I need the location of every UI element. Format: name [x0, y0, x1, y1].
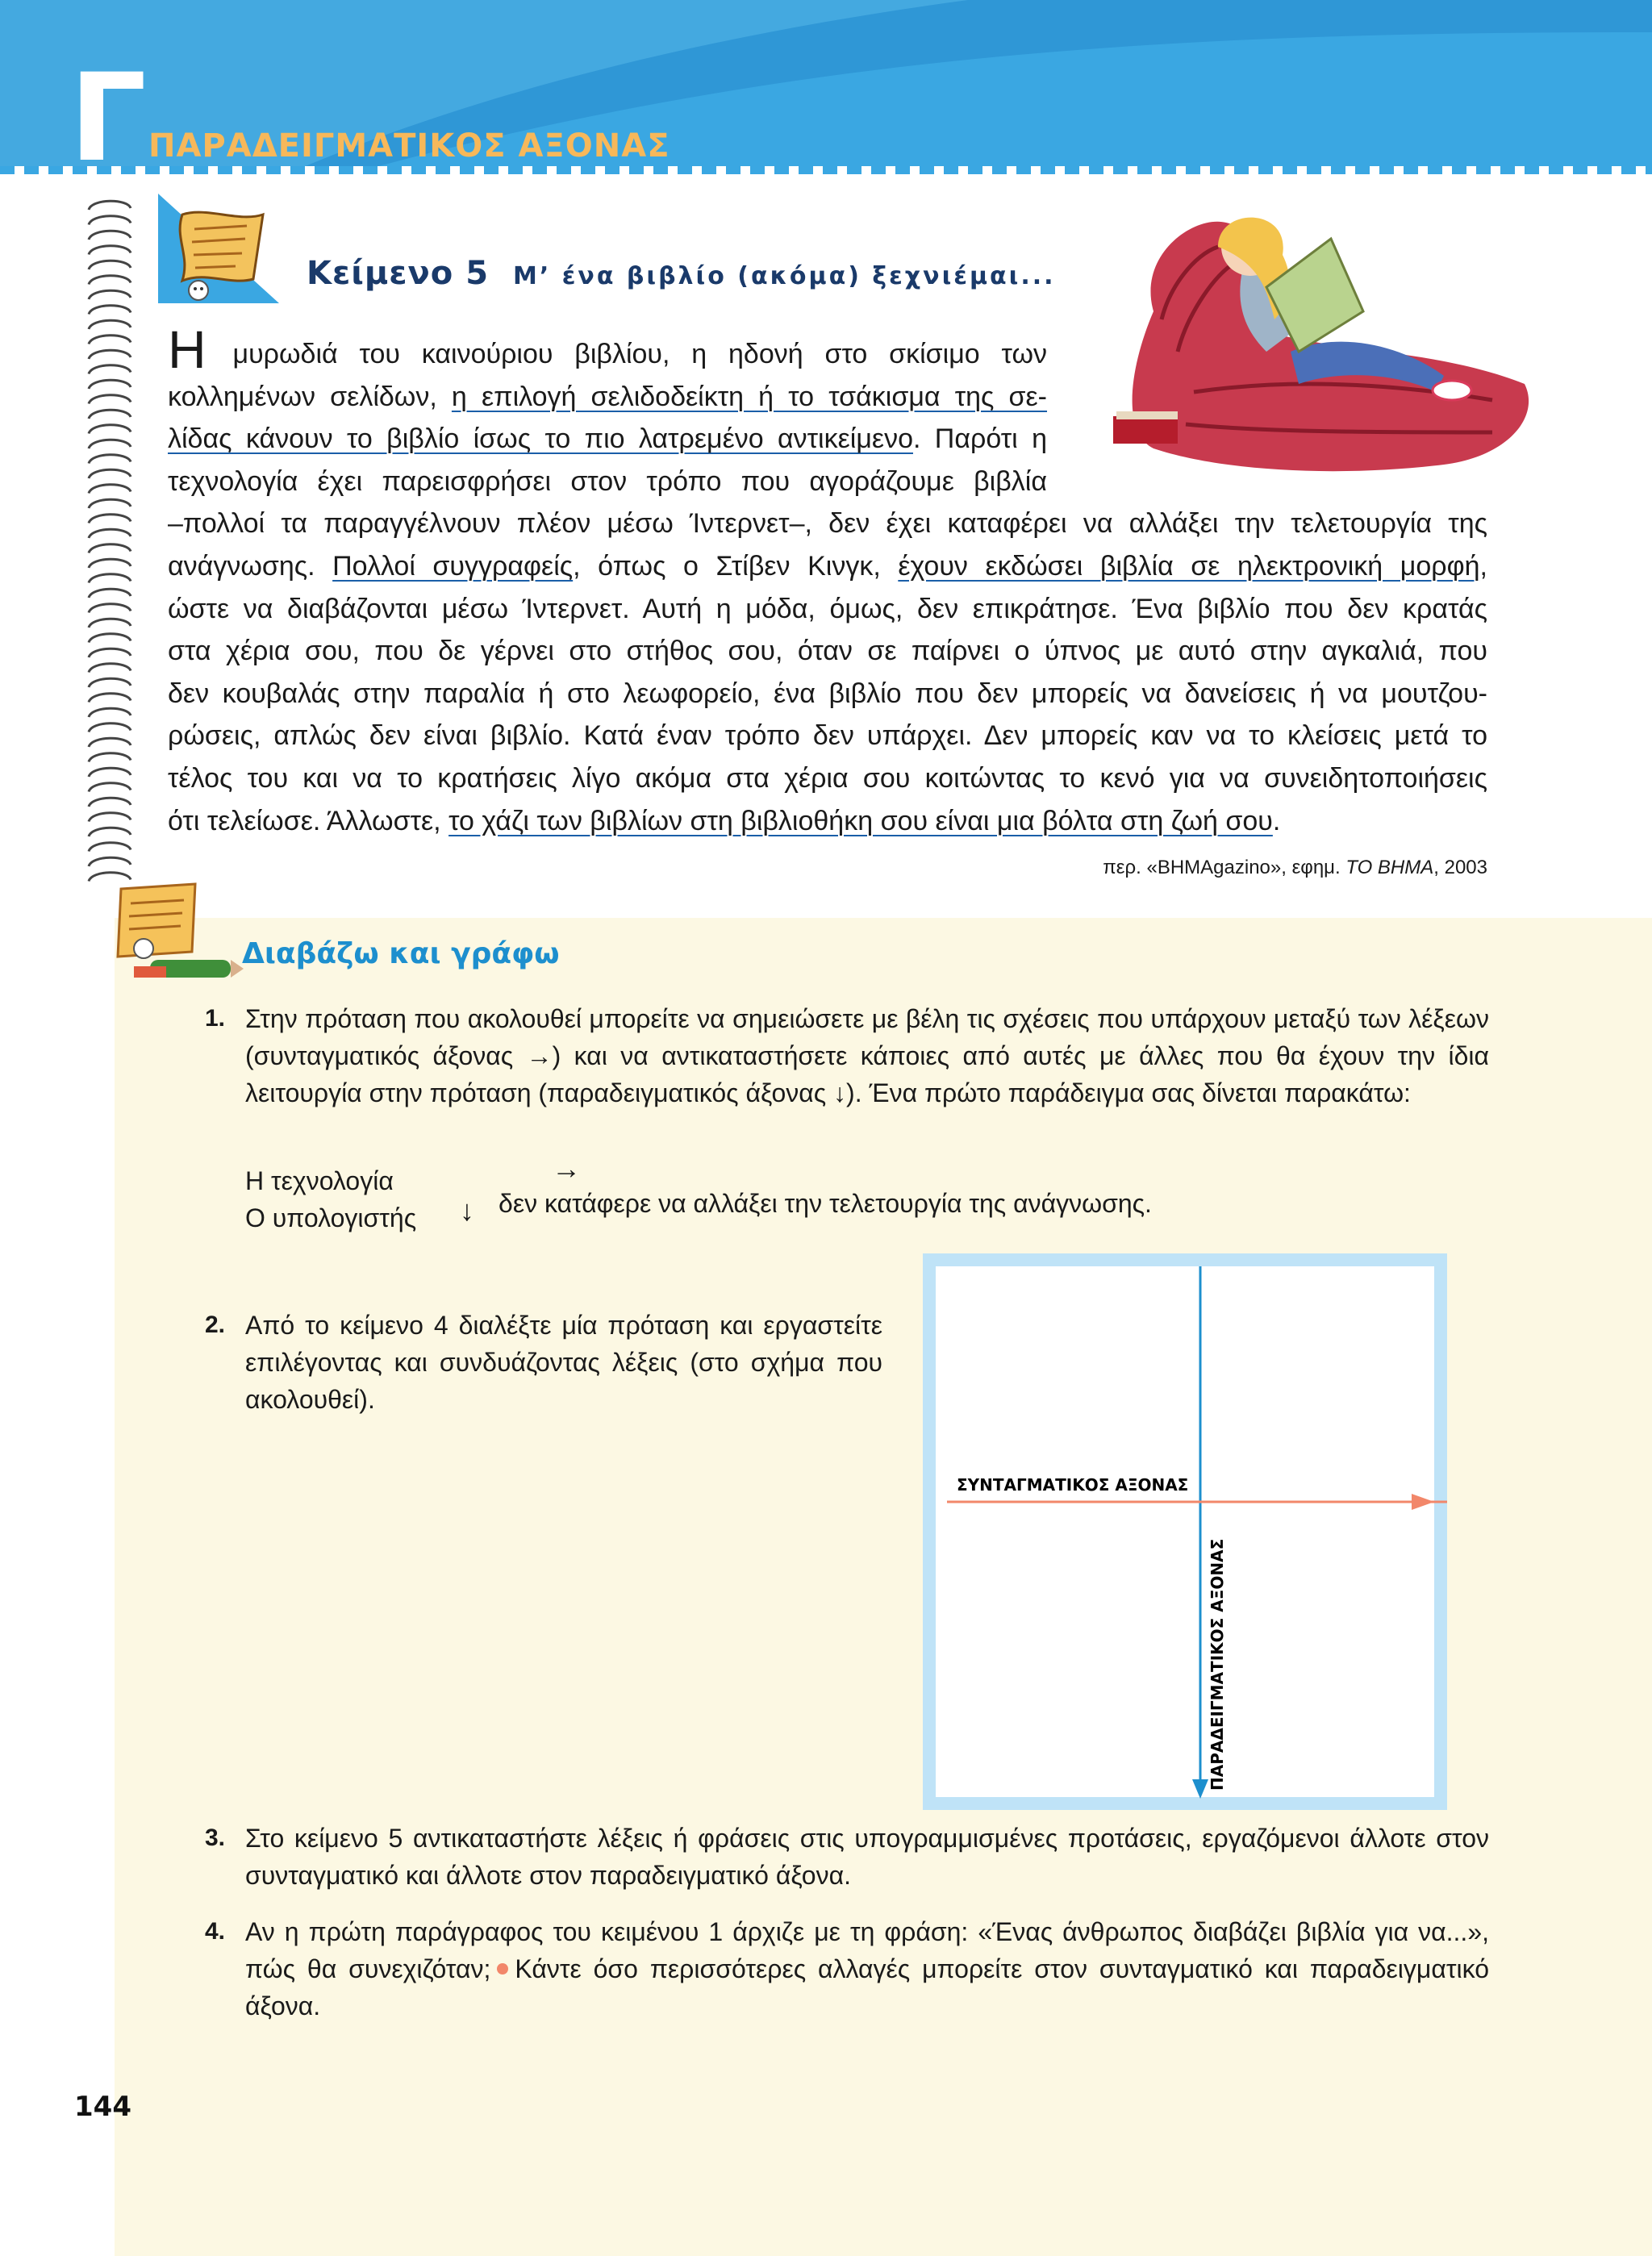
- text-line: [168, 715, 1487, 757]
- exercise-4-text-b: Κάντε όσο περισσότερες αλλαγές μπορείτε στον συνταγματικό και παραδειγματικό άξονα.: [245, 1954, 1490, 2020]
- exercises-title: Διαβάζω και γράφω: [242, 937, 560, 970]
- spiral-ring: [89, 738, 131, 747]
- spiral-ring: [89, 843, 131, 852]
- spiral-ring: [89, 336, 131, 344]
- axes-diagram: [923, 1253, 1447, 1810]
- exercise-2: [205, 1307, 882, 1428]
- section-title: ΠΑΡΑΔΕΙΓΜΑΤΙΚΟΣ ΑΞΟΝΑΣ: [148, 127, 670, 165]
- underlined-phrase: λίδας κάνουν το βιβλίο ίσως το πιο λατρεμένο αντικείμενο: [168, 423, 913, 455]
- spiral-ring: [89, 828, 131, 836]
- exercise-3: [205, 1820, 1489, 1900]
- spiral-ring: [89, 290, 131, 299]
- text-segment: ώστε να διαβάζονται μέσω Ίντερνετ. Αυτή η μόδα, όμως, δεν επικράτησε. Ένα βιβλίο που δεν κρατάς: [168, 593, 1487, 624]
- spiral-ring: [89, 515, 131, 523]
- spiral-ring: [89, 440, 131, 448]
- text-line: [168, 630, 1487, 673]
- text-segment: ανάγνωσης.: [168, 550, 333, 582]
- right-arrow-icon: →: [552, 1152, 581, 1185]
- spiral-ring: [89, 410, 131, 419]
- spiral-ring: [89, 768, 131, 777]
- spiral-ring: [89, 469, 131, 478]
- spiral-ring: [89, 455, 131, 464]
- exercise-number: 4.: [205, 1918, 226, 1945]
- source-citation: περ. «ΒΗΜΑgazino», εφημ. ΤΟ ΒΗΜΑ, 2003: [1103, 857, 1487, 878]
- spiral-ring: [89, 753, 131, 762]
- spiral-ring: [89, 589, 131, 598]
- example-rest: δεν κατάφερε να αλλάξει την τελετουργία της ανάγνωσης.: [499, 1189, 1152, 1218]
- spiral-ring: [89, 678, 131, 687]
- exercise-3-text: Στο κείμενο 5 αντικαταστήστε λέξεις ή φράσεις στις υπογραμμισμένες προτάσεις, εργαζόμενοι άλλοτε στον συνταγματικό και άλλοτε στον παραδειγματικό άξονα.: [245, 1824, 1489, 1890]
- exercise-number: 1.: [205, 1005, 226, 1032]
- spiral-ring: [89, 559, 131, 568]
- exercise-2-text: Από το κείμενο 4 διαλέξτε μία πρόταση και εργαστείτε επιλέγοντας και συνδυάζοντας λέξεις (στο σχήμα που ακολουθεί).: [245, 1311, 882, 1414]
- underlined-phrase: έχουν εκδώσει βιβλία σε ηλεκτρονική μορφή: [898, 550, 1480, 582]
- example-word-2: Ο υπολογιστής: [245, 1203, 417, 1232]
- underlined-phrase: Πολλοί συγγραφείς: [332, 550, 574, 582]
- section-letter: Γ: [69, 48, 144, 189]
- text-segment: , όπως ο Στίβεν Κινγκ,: [573, 550, 899, 582]
- spiral-ring: [89, 529, 131, 538]
- text-line: [168, 461, 1047, 503]
- text-segment: . Παρότι η: [912, 423, 1047, 455]
- exercise-4: [205, 1913, 1489, 2034]
- spiral-ring: [89, 306, 131, 315]
- chapter-header-banner: [0, 0, 1652, 194]
- text-segment: δεν κουβαλάς στην παραλία ή στο λεωφορείο, ένα βιβλίο που δεν μπορείς να δανείσεις ή να μουτζου-: [168, 678, 1487, 709]
- spiral-ring: [89, 708, 131, 717]
- spiral-ring: [89, 544, 131, 553]
- spiral-ring: [89, 380, 131, 389]
- text-segment: ρώσεις, απλώς δεν είναι βιβλίο. Κατά έναν τρόπο δεν υπάρχει. Δεν μπορείς καν να το κλείσεις μετά το: [168, 720, 1487, 752]
- text-segment: .: [1272, 805, 1281, 836]
- text-segment: ότι τελείωσε. Άλλωστε,: [168, 805, 449, 836]
- drop-cap: Η: [168, 319, 206, 379]
- spiral-ring: [89, 350, 131, 359]
- text-heading: [307, 255, 1056, 292]
- exercise-1: [205, 1000, 1489, 1153]
- spiral-ring: [89, 231, 131, 240]
- spiral-ring: [89, 320, 131, 329]
- spiral-ring: [89, 634, 131, 643]
- notes-and-pencil-icon: [102, 882, 244, 987]
- down-arrow-icon: ↓: [460, 1194, 474, 1227]
- spiral-ring: [89, 604, 131, 613]
- exercise-number: 3.: [205, 1824, 226, 1851]
- spiral-ring: [89, 857, 131, 866]
- exercise-1-text: Στην πρόταση που ακολουθεί μπορείτε να σημειώσετε με βέλη τις σχέσεις που υπάρχουν μεταξύ των λέξεων (συνταγματικός άξονας →) και να αντικαταστήσετε κάποιες από αυτές με άλλες που θα έχουν την ίδια λειτουργία στην πρόταση (παραδειγματικός άξονας ↓). Ένα πρώτο παράδειγμα σας δίνεται παρακάτω:: [245, 1004, 1489, 1107]
- text-line: [168, 376, 1047, 419]
- text-line: [168, 800, 1487, 843]
- text-line: [168, 757, 1487, 800]
- text-segment: τεχνολογία έχει παρεισφρήσει στον τρόπο που αγοράζουμε βιβλία: [168, 465, 1047, 497]
- horizontal-axis-label: ΣΥΝΤΑΓΜΑΤΙΚΟΣ ΑΞΟΝΑΣ: [957, 1475, 1189, 1495]
- underlined-phrase: το χάζι των βιβλίων στη βιβλιοθήκη σου είναι μια βόλτα στη ζωή σου: [448, 805, 1273, 836]
- page-number: 144: [74, 2091, 131, 2123]
- text-segment: ,: [1479, 550, 1487, 582]
- text-line: [168, 545, 1487, 588]
- spiral-ring: [89, 499, 131, 508]
- text-segment: τέλος του και να το κρατήσεις λίγο ακόμα στα χέρια σου κοιτώντας το κενό για να συνειδητοποιήσεις: [168, 762, 1487, 794]
- text-line: [168, 418, 1047, 461]
- notebook-spiral-decoration: [81, 194, 145, 887]
- spiral-ring: [89, 261, 131, 269]
- spiral-ring: [89, 798, 131, 807]
- paper-note-icon: [158, 190, 295, 311]
- spiral-ring: [89, 216, 131, 225]
- spiral-ring: [89, 395, 131, 404]
- spiral-ring: [89, 201, 131, 210]
- text-segment: στα χέρια σου, που δε γέρνει στο στήθος σου, όταν σε παίρνει ο ύπνος με αυτό στην αγκαλιά, που: [168, 636, 1487, 667]
- text-segment: κολλημένων σελίδων,: [168, 381, 452, 412]
- spiral-ring: [89, 873, 131, 882]
- text-subtitle: Μ’ ένα βιβλίο (ακόμα) ξεχνιέμαι...: [513, 262, 1056, 290]
- text-line: [168, 319, 1047, 379]
- bullet-dot-icon: [497, 1963, 508, 1975]
- spiral-ring: [89, 619, 131, 628]
- text-number-label: Κείμενο 5: [307, 255, 490, 292]
- spiral-ring: [89, 664, 131, 673]
- example-word-1: Η τεχνολογία: [245, 1166, 394, 1195]
- spiral-ring: [89, 485, 131, 494]
- text-line: [168, 673, 1487, 715]
- text-line: [168, 588, 1487, 631]
- text-segment: –πολλοί τα παραγγέλνουν πλέον μέσω Ίντερνετ–, δεν έχει καταφέρει να αλλάξει την τελετουργία της: [168, 508, 1487, 540]
- spiral-ring: [89, 276, 131, 285]
- spiral-ring: [89, 783, 131, 792]
- spiral-ring: [89, 724, 131, 732]
- text-line: [168, 502, 1487, 545]
- spiral-ring: [89, 648, 131, 657]
- vertical-axis-label: ΠΑΡΑΔΕΙΓΜΑΤΙΚΟΣ ΑΞΟΝΑΣ: [1208, 1538, 1227, 1791]
- text-segment: μυρωδιά του καινούριου βιβλίου, η ηδονή στο σκίσιμο των: [211, 339, 1047, 369]
- spiral-ring: [89, 813, 131, 822]
- main-text-paragraph: [168, 319, 1487, 842]
- spiral-ring: [89, 694, 131, 703]
- spiral-ring: [89, 574, 131, 583]
- spiral-ring: [89, 365, 131, 374]
- underlined-phrase: η επιλογή σελιδοδείκτη ή το τσάκισμα της σε-: [451, 381, 1048, 412]
- spiral-ring: [89, 246, 131, 255]
- exercise-number: 2.: [205, 1311, 226, 1338]
- spiral-ring: [89, 425, 131, 434]
- exercise-4-text-a: Αν η πρώτη παράγραφος του κειμένου 1 άρχιζε με τη φράση: «Ένας άνθρωπος διαβάζει βιβλία για να...», πώς θα συνεχιζόταν;: [245, 1917, 1489, 1983]
